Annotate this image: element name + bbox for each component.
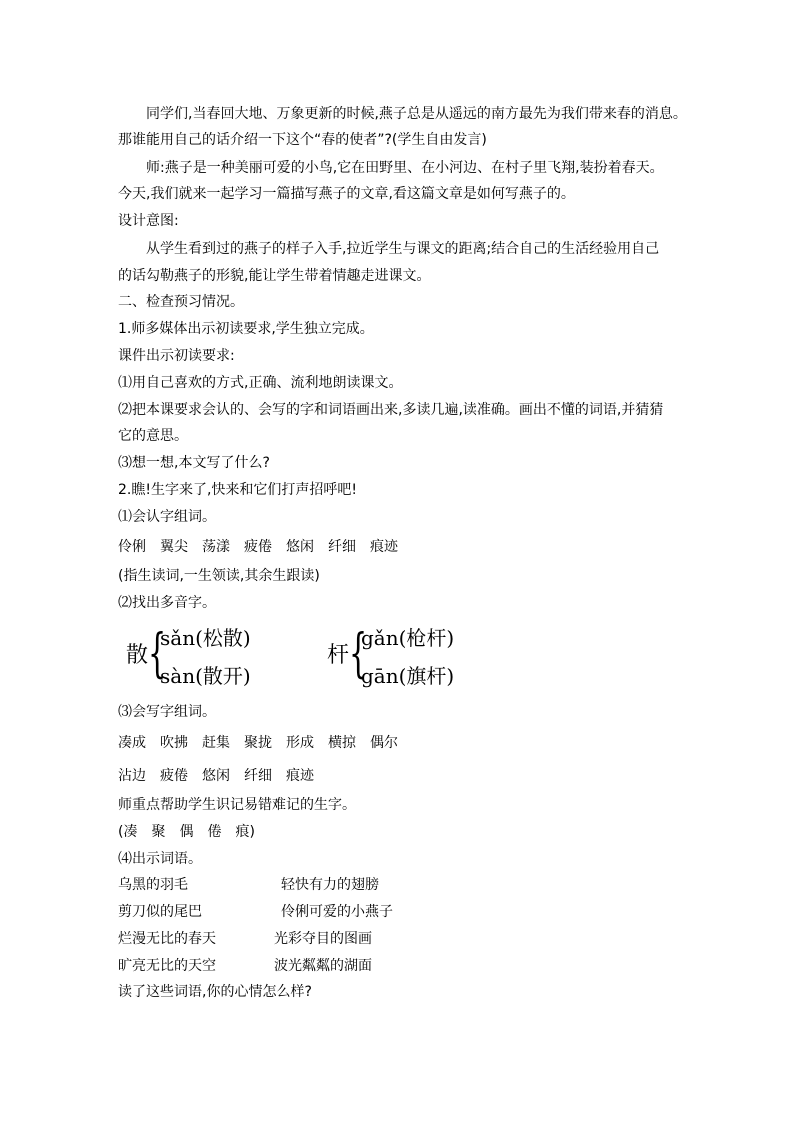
word: 悠闲 [286,539,314,555]
reading: sǎn(松散) [160,626,251,650]
teacher-paragraph-line: 师:燕子是一种美丽可爱的小鸟,它在田野里、在小河边、在村子里飞翔,装扮着春天。 [146,160,664,176]
requirement-item: ⑶想一想,本文写了什么? [118,455,270,471]
word: 吹拂 [160,735,188,751]
polyphone-group [126,626,326,690]
question: 读了这些词语,你的心情怎么样? [118,984,312,1000]
list-item: 课件出示初读要求: [118,348,235,364]
sub-heading: ⑷出示词语。 [118,851,202,867]
word: 凑成 [118,735,146,751]
reading: sàn(散开) [160,664,251,688]
phrase: 旷亮无比的天空 [118,958,216,974]
word: 赶集 [202,735,230,751]
write-word-list [118,733,678,753]
teacher-note: 师重点帮助学生识记易错难记的生字。 [118,797,356,813]
phrase: 轻快有力的翅膀 [281,877,379,893]
intro-paragraph-line: 那谁能用自己的话介绍一下这个“春的使者”?(学生自由发言) [118,132,487,148]
section-heading: 二、检查预习情况。 [118,294,244,310]
requirement-item: ⑵把本课要求会认的、会写的字和词语画出来,多读几遍,读准确。画出不懂的词语,并猜猜 [118,402,664,418]
hard-chars: (凑 聚 偶 倦 痕) [118,824,255,840]
word: 翼尖 [160,539,188,555]
sub-heading: ⑶会写字组词。 [118,704,216,720]
phrase: 光彩夺目的图画 [274,931,372,947]
write-word-list [118,766,678,786]
recognize-word-list [118,537,678,557]
requirement-item: ⑴用自己喜欢的方式,正确、流利地朗读课文。 [118,375,403,391]
polyphone-char: 杆 [327,643,350,668]
word: 伶俐 [118,539,146,555]
design-paragraph-line: 的话勾勒燕子的形貌,能让学生带着情趣走进课文。 [118,268,431,284]
word: 痕迹 [286,768,314,784]
reading: gǎn(枪杆) [361,626,455,650]
phrase: 波光粼粼的湖面 [274,958,372,974]
reading: gān(旗杆) [361,664,455,688]
brace-symbol: { [148,624,167,684]
word: 纤细 [244,768,272,784]
design-paragraph-line: 从学生看到过的燕子的样子入手,拉近学生与课文的距离;结合自己的生活经验用自己 [146,241,660,257]
intro-paragraph-line: 同学们,当春回大地、万象更新的时候,燕子总是从遥远的南方最先为我们带来春的消息。 [146,106,687,122]
brace-symbol: { [349,624,368,684]
word: 形成 [286,735,314,751]
word: 沾边 [118,768,146,784]
list-item: 2.瞧!生字来了,快来和它们打声招呼吧! [118,482,358,498]
requirement-item: 它的意思。 [118,428,188,444]
word: 悠闲 [202,768,230,784]
word: 荡漾 [202,539,230,555]
word: 横掠 [328,735,356,751]
word: 偶尔 [370,735,398,751]
phrase: 伶俐可爱的小燕子 [281,904,393,920]
teacher-paragraph-line: 今天,我们就来一起学习一篇描写燕子的文章,看这篇文章是如何写燕子的。 [118,186,575,202]
word: 聚拢 [244,735,272,751]
sub-heading: ⑴会认字组词。 [118,509,216,525]
polyphone-char: 散 [126,643,149,668]
word: 疲倦 [244,539,272,555]
design-heading: 设计意图: [118,213,179,229]
phrase: 乌黑的羽毛 [118,877,188,893]
note: (指生读词,一生领读,其余生跟读) [118,568,320,584]
word: 痕迹 [370,539,398,555]
phrase: 烂漫无比的春天 [118,931,216,947]
sub-heading: ⑵找出多音字。 [118,595,216,611]
word: 疲倦 [160,768,188,784]
word: 纤细 [328,539,356,555]
polyphone-group [327,626,527,690]
list-item: 1.师多媒体出示初读要求,学生独立完成。 [118,321,374,337]
phrase: 剪刀似的尾巴 [118,904,202,920]
